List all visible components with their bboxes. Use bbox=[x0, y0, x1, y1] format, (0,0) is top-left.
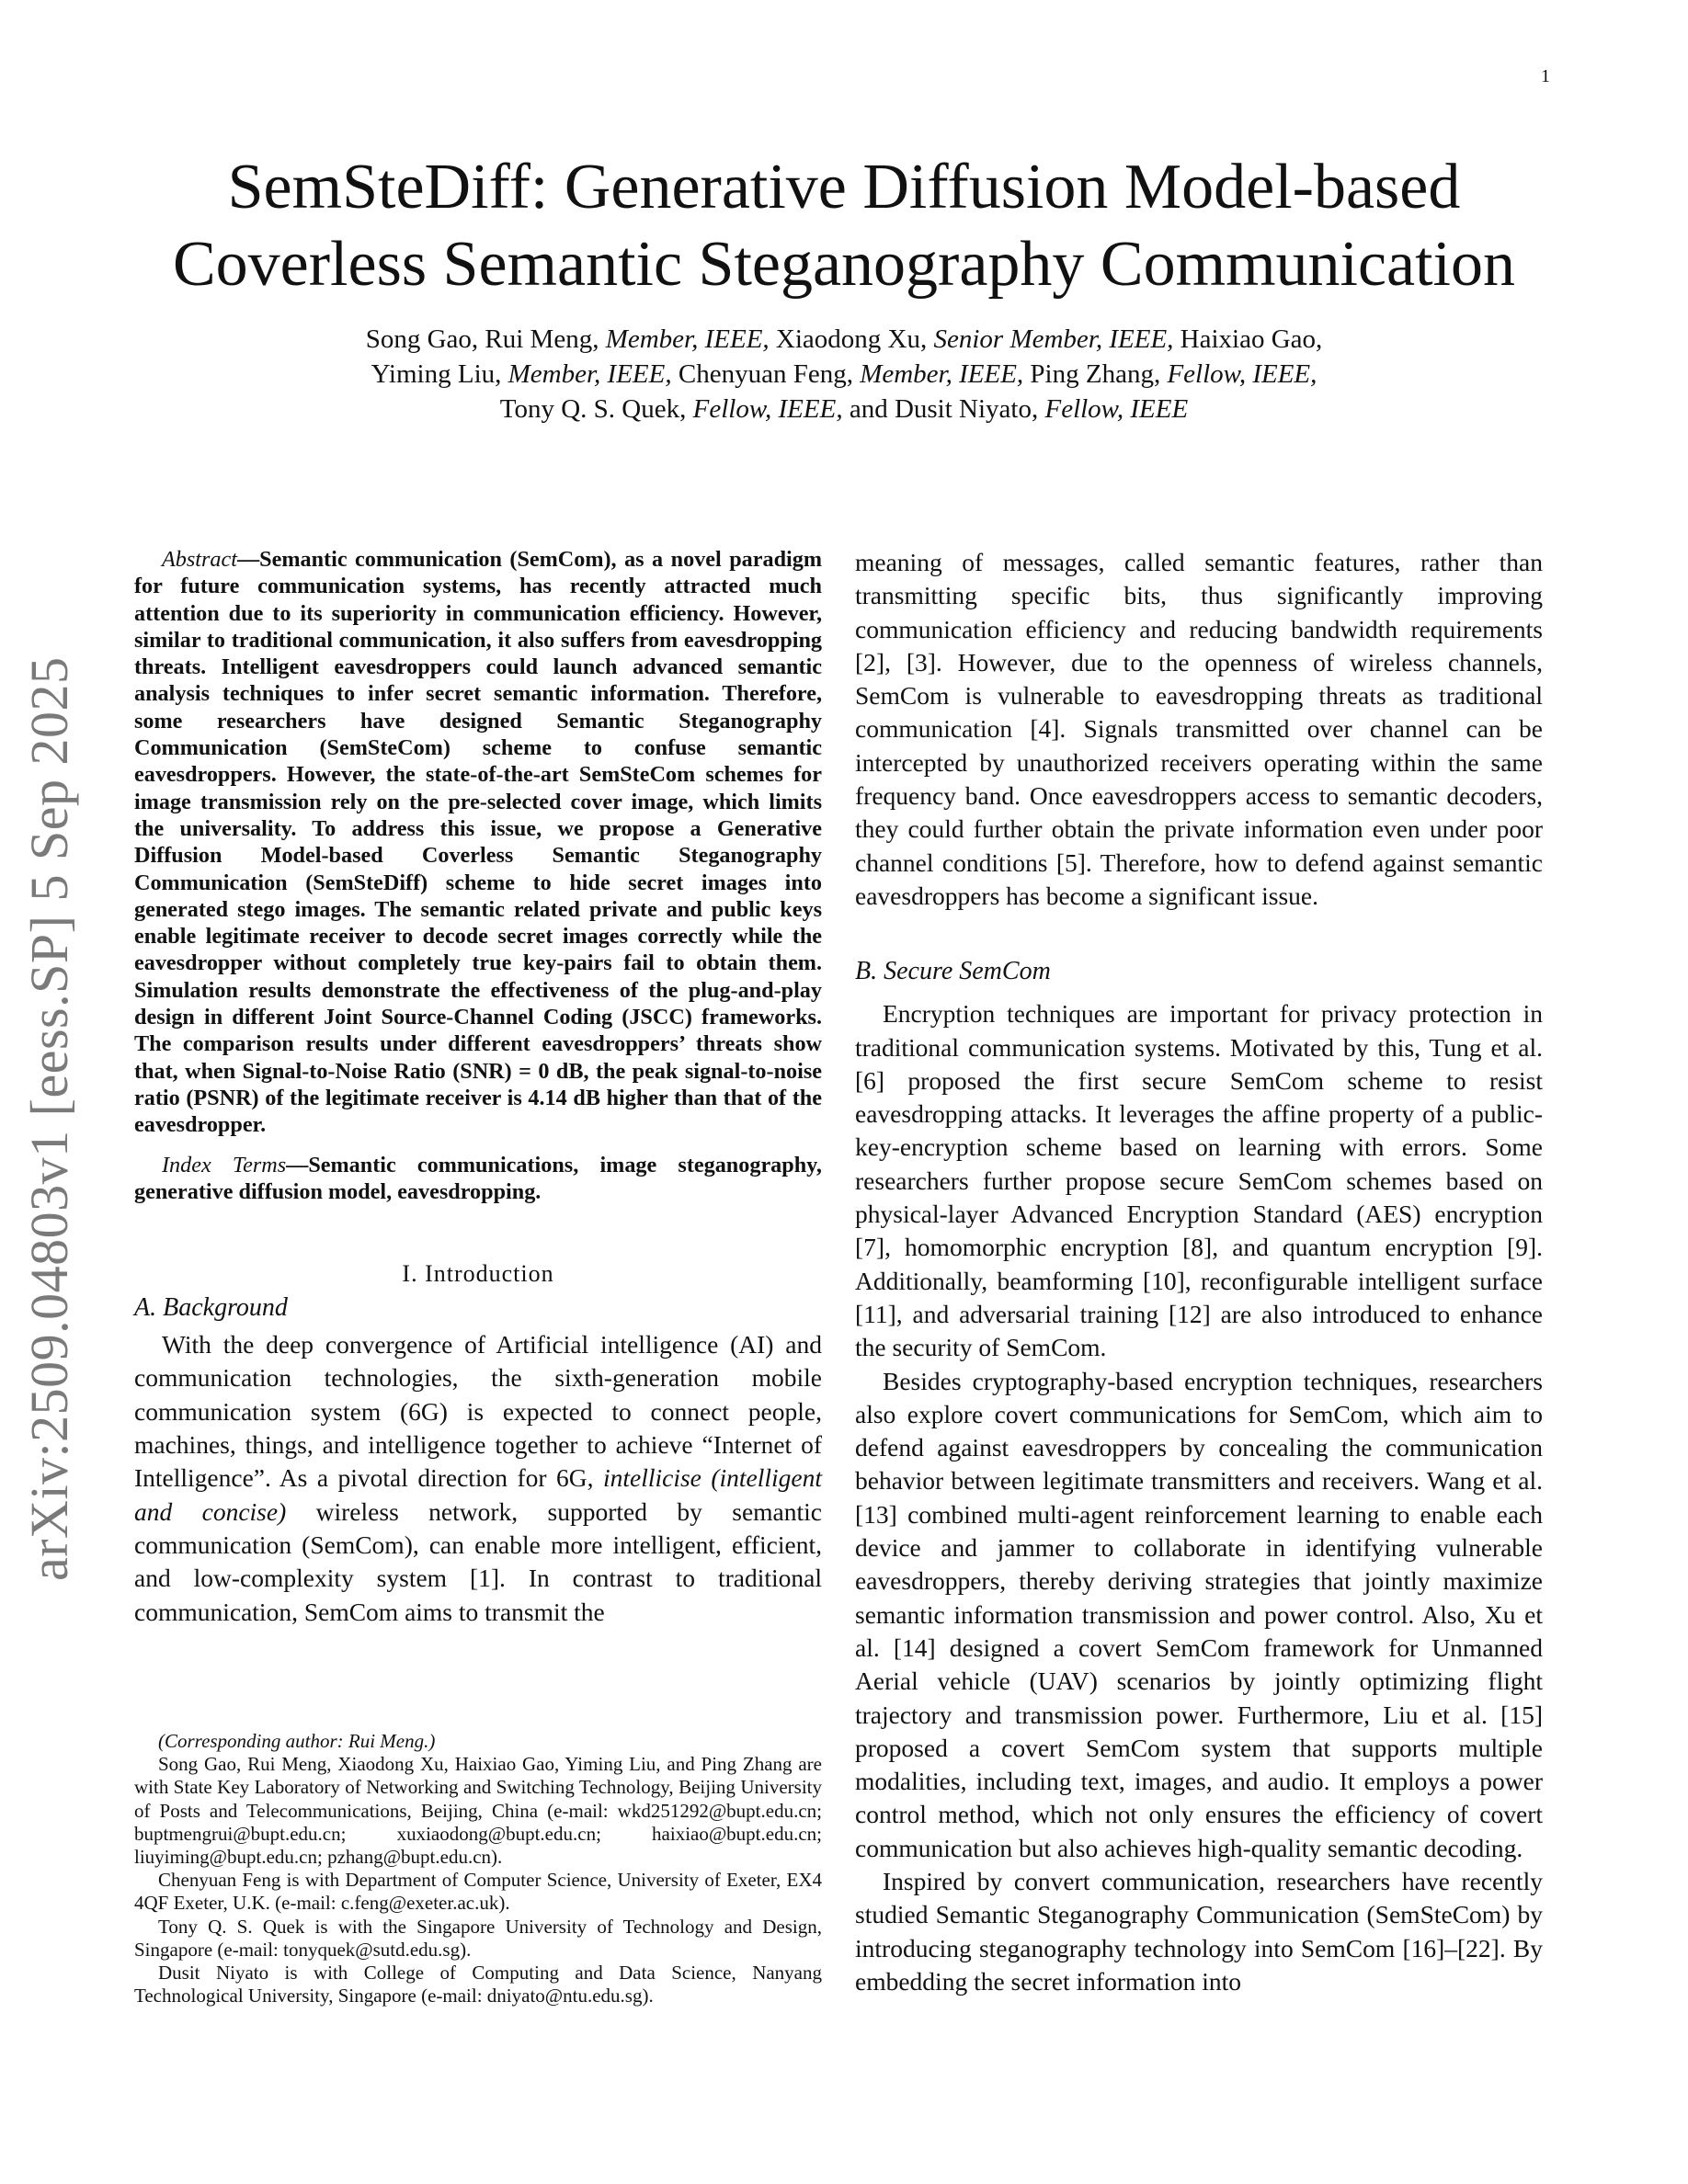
abstract-label: Abstract bbox=[162, 547, 237, 572]
right-column bbox=[855, 546, 1543, 1998]
page-number: 1 bbox=[1541, 66, 1550, 86]
right-paragraph-3: Besides cryptography-based encryption techniques, researchers also explore covert communications for SemCom, which aim to defend against eavesdroppers by concealing the communication behavior between legitimate transmitters and receivers. Wang et al. [13] combined multi-agent reinforcement learning to enable each device and jammer to collaborate in identifying vulnerable eavesdroppers, thereby deriving strategies that jointly maximize semantic information transmission and power control. Also, Xu et al. [14] designed a covert SemCom framework for Unmanned Aerial vehicle (UAV) scenarios by jointly optimizing flight trajectory and transmission power. Furthermore, Liu et al. [15] proposed a covert SemCom system that supports multiple modalities, including text, images, and audio. It employs a power control method, which not only ensures the efficiency of covert communication but also achieves high-quality semantic decoding. bbox=[855, 1366, 1543, 1862]
index-terms-text: —Semantic communications, image steganography, generative diffusion model, eavesdropping. bbox=[134, 1152, 822, 1204]
footnotes bbox=[134, 1730, 822, 2008]
abstract-text: —Semantic communication (SemCom), as a novel paradigm for future communication systems, has recently attracted much attention due to its superiority in communication efficiency. However, similar to traditional communication, it also suffers from eavesdropping threats. Intelligent eavesdroppers could launch advanced semantic analysis techniques to infer secret semantic information. Therefore, some researchers have designed Semantic Steganography Communication (SemSteCom) scheme to confuse semantic eavesdroppers. However, the state-of-the-art SemSteCom schemes for image transmission rely on the pre-selected cover image, which limits the universality. To address this issue, we propose a Generative Diffusion Model-based Coverless Semantic Steganography Communication (SemSteDiff) scheme to hide secret images into generated stego images. The semantic related private and public keys enable legitimate receiver to decode secret images correctly while the eavesdropper without completely true key-pairs fail to obtain them. Simulation results demonstrate the effectiveness of the plug-and-play design in different Joint Source-Channel Coding (JSCC) frameworks. The comparison results under different eavesdroppers’ threats show that, when Signal-to-Noise Ratio (SNR) = 0 dB, the peak signal-to-noise ratio (PSNR) of the legitimate receiver is 4.14 dB higher than that of the eavesdropper. bbox=[134, 547, 822, 1138]
title-line-1: SemSteDiff: Generative Diffusion Model-based bbox=[227, 152, 1461, 222]
author-line-3: Tony Q. S. Quek, Fellow, IEEE, and Dusit Niyato, Fellow, IEEE bbox=[499, 394, 1189, 424]
abstract bbox=[134, 546, 822, 1139]
affiliation-note-2: Chenyuan Feng is with Department of Computer Science, University of Exeter, EX4 4QF Exeter, U.K. (e-mail: c.feng@exeter.ac.uk). bbox=[134, 1869, 822, 1915]
index-terms bbox=[134, 1152, 822, 1206]
right-paragraph-4: Inspired by convert communication, researchers have recently studied Semantic Steganography Communication (SemSteCom) by introducing steganography technology into SemCom [16]–[22]. By embedding the secret information into bbox=[855, 1866, 1543, 1996]
subsection-heading-background: A. Background bbox=[134, 1293, 288, 1323]
affiliation-note-4: Dusit Niyato is with College of Computing and Data Science, Nanyang Technological University, Singapore (e-mail: dniyato@ntu.edu.sg). bbox=[134, 1962, 822, 2008]
right-paragraph-1: meaning of messages, called semantic features, rather than transmitting specific bits, thus significantly improving communication efficiency and reducing bandwidth requirements [2], [3]. However, due to the openness of wireless channels, SemCom is vulnerable to eavesdropping threats as traditional communication [4]. Signals transmitted over channel can be intercepted by unauthorized receivers operating within the same frequency band. Once eavesdroppers access to semantic decoders, they could further obtain the private information even under poor channel conditions [5]. Therefore, how to defend against semantic eavesdroppers has become a significant issue. bbox=[855, 548, 1543, 910]
paper-title bbox=[0, 149, 1688, 303]
corresponding-author-note: (Corresponding author: Rui Meng.) bbox=[158, 1730, 436, 1752]
subsection-heading-secure-semcom: B. Secure SemCom bbox=[855, 957, 1051, 986]
title-line-2: Coverless Semantic Steganography Communication bbox=[172, 229, 1516, 300]
affiliation-note-3: Tony Q. S. Quek is with the Singapore University of Technology and Design, Singapore (e-mail: tonyquek@sutd.edu.sg). bbox=[134, 1915, 822, 1961]
right-paragraph-2: Encryption techniques are important for privacy protection in traditional communication systems. Motivated by this, Tung et al. [6] proposed the first secure SemCom scheme to resist eavesdropping attacks. It leverages the affine property of a public-key-encryption scheme based on learning with errors. Some researchers further propose secure SemCom schemes based on physical-layer Advanced Encryption Standard (AES) encryption [7], homomorphic encryption [8], and quantum encryption [9]. Additionally, beamforming [10], reconfigurable intelligent surface [11], and adversarial training [12] are also introduced to enhance the security of SemCom. bbox=[855, 999, 1543, 1362]
arxiv-stamp: arXiv:2509.04803v1 [eess.SP] 5 Sep 2025 bbox=[19, 656, 79, 1581]
author-line-2: Yiming Liu, Member, IEEE, Chenyuan Feng, Member, IEEE, Ping Zhang, Fellow, IEEE, bbox=[371, 359, 1317, 389]
index-terms-label: Index Terms bbox=[162, 1152, 287, 1177]
section-heading-introduction: I. Introduction bbox=[402, 1260, 554, 1288]
intro-paragraph: With the deep convergence of Artificial intelligence (AI) and communication technologies, the sixth-generation mobile communication system (6G) is expected to connect people, machines, things, and intelligence together to achieve “Internet of Intelligence”. As a pivotal direction for 6G, intellicise (intelligent and concise) wireless network, supported by semantic communication (SemCom), can enable more intelligent, efficient, and low-complexity system [1]. In contrast to traditional communication, SemCom aims to transmit the bbox=[134, 1330, 822, 1626]
affiliation-note-1: Song Gao, Rui Meng, Xiaodong Xu, Haixiao Gao, Yiming Liu, and Ping Zhang are with State Key Laboratory of Networking and Switching Technology, Beijing University of Posts and Telecommunications, Beijing, China (e-mail: wkd251292@bupt.edu.cn; buptmengrui@bupt.edu.cn; xuxiaodong@bupt.edu.cn; haixiao@bupt.edu.cn; liuyiming@bupt.edu.cn; pzhang@bupt.edu.cn). bbox=[134, 1753, 822, 1869]
author-line-1: Song Gao, Rui Meng, Member, IEEE, Xiaodong Xu, Senior Member, IEEE, Haixiao Gao, bbox=[365, 324, 1323, 354]
left-column bbox=[134, 546, 822, 1629]
author-list bbox=[0, 322, 1688, 427]
